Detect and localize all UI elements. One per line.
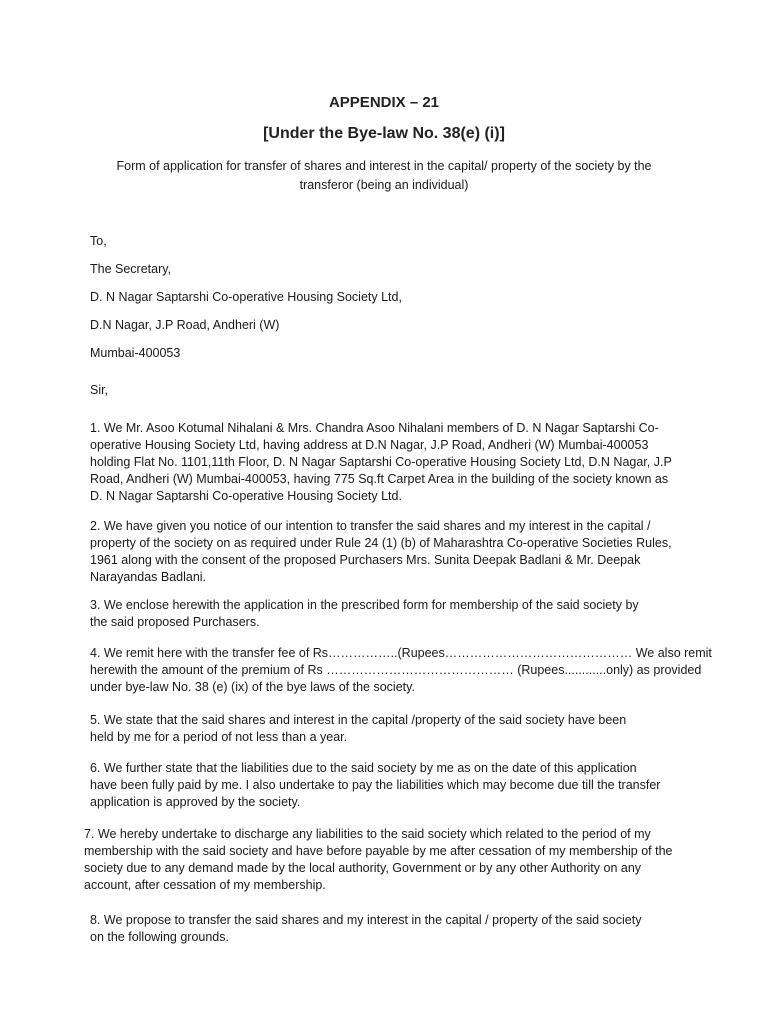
salutation: Sir, (90, 383, 109, 397)
paragraph-line: on the following grounds. (90, 930, 229, 944)
address-line: Mumbai-400053 (90, 346, 181, 360)
address-line: The Secretary, (90, 262, 172, 276)
appendix-title: APPENDIX – 21 (328, 94, 440, 111)
paragraph-line: the said proposed Purchasers. (90, 615, 260, 629)
paragraph-line: 5. We state that the said shares and interest in the capital /property of the said society have been (90, 713, 627, 727)
address-to: To, (90, 234, 107, 248)
paragraph-line: 7. We hereby undertake to discharge any liabilities to the said society which related to the period of my (84, 827, 651, 841)
paragraph-line: Narayandas Badlani. (90, 570, 207, 584)
paragraph-line: account, after cessation of my membership. (84, 878, 326, 892)
paragraph-line: D. N Nagar Saptarshi Co-operative Housing Society Ltd. (90, 489, 402, 503)
paragraph-line: herewith the amount of the premium of Rs ……………………………………… (Rupees............only) as provided (90, 663, 702, 677)
paragraph-line: under bye-law No. 38 (e) (ix) of the bye laws of the society. (90, 680, 415, 694)
paragraph-line: 6. We further state that the liabilities due to the said society by me as on the date of this application (90, 761, 637, 775)
paragraph-line: 8. We propose to transfer the said shares and my interest in the capital / property of the said society (90, 913, 642, 927)
paragraph-4 (90, 645, 712, 696)
paragraph-line: holding Flat No. 1101,11th Floor, D. N Nagar Saptarshi Co-operative Housing Society Ltd, D.N Nagar, J.P (90, 455, 672, 469)
paragraph-line: property of the society on as required under Rule 24 (1) (b) of Maharashtra Co-operative Societies Rules, (90, 536, 672, 550)
paragraph-line: application is approved by the society. (90, 795, 301, 809)
paragraph-line: held by me for a period of not less than a year. (90, 730, 348, 744)
paragraph-line: membership with the said society and have before payable by me after cessation of my membership of the (84, 844, 673, 858)
paragraph-2 (90, 518, 672, 586)
paragraph-line: society due to any demand made by the local authority, Government or by any other Authority on any (84, 861, 642, 875)
paragraph-7 (84, 826, 673, 894)
paragraph-line: operative Housing Society Ltd, having address at D.N Nagar, J.P Road, Andheri (W) Mumbai-400053 (90, 438, 649, 452)
subtitle-line: transferor (being an individual) (299, 178, 469, 192)
address-line: D. N Nagar Saptarshi Co-operative Housing Society Ltd, (90, 290, 402, 304)
paragraph-8 (90, 912, 641, 946)
subtitle-line: Form of application for transfer of shares and interest in the capital/ property of the society by the (116, 159, 652, 173)
paragraph-line: 4. We remit here with the transfer fee of Rs……………..(Rupees……………………………………… We also remit (90, 646, 712, 660)
byelaw-reference: [Under the Bye-law No. 38(e) (i)] (263, 125, 505, 142)
paragraph-line: Road, Andheri (W) Mumbai-400053, having 775 Sq.ft Carpet Area in the building of the society known as (90, 472, 669, 486)
form-subtitle (100, 157, 668, 195)
paragraph-6 (90, 760, 660, 811)
paragraph-5 (90, 712, 626, 746)
paragraph-line: have been fully paid by me. I also undertake to pay the liabilities which may become due till the transfer (90, 778, 661, 792)
paragraph-line: 1961 along with the consent of the proposed Purchasers Mrs. Sunita Deepak Badlani & Mr. Deepak (90, 553, 641, 567)
paragraph-1 (90, 420, 672, 505)
paragraph-line: 1. We Mr. Asoo Kotumal Nihalani & Mrs. Chandra Asoo Nihalani members of D. N Nagar Saptarshi Co- (90, 421, 659, 435)
paragraph-line: 3. We enclose herewith the application in the prescribed form for membership of the said society by (90, 598, 639, 612)
paragraph-3 (90, 597, 639, 631)
address-line: D.N Nagar, J.P Road, Andheri (W) (90, 318, 280, 332)
paragraph-line: 2. We have given you notice of our intention to transfer the said shares and my interest in the capital / (90, 519, 651, 533)
